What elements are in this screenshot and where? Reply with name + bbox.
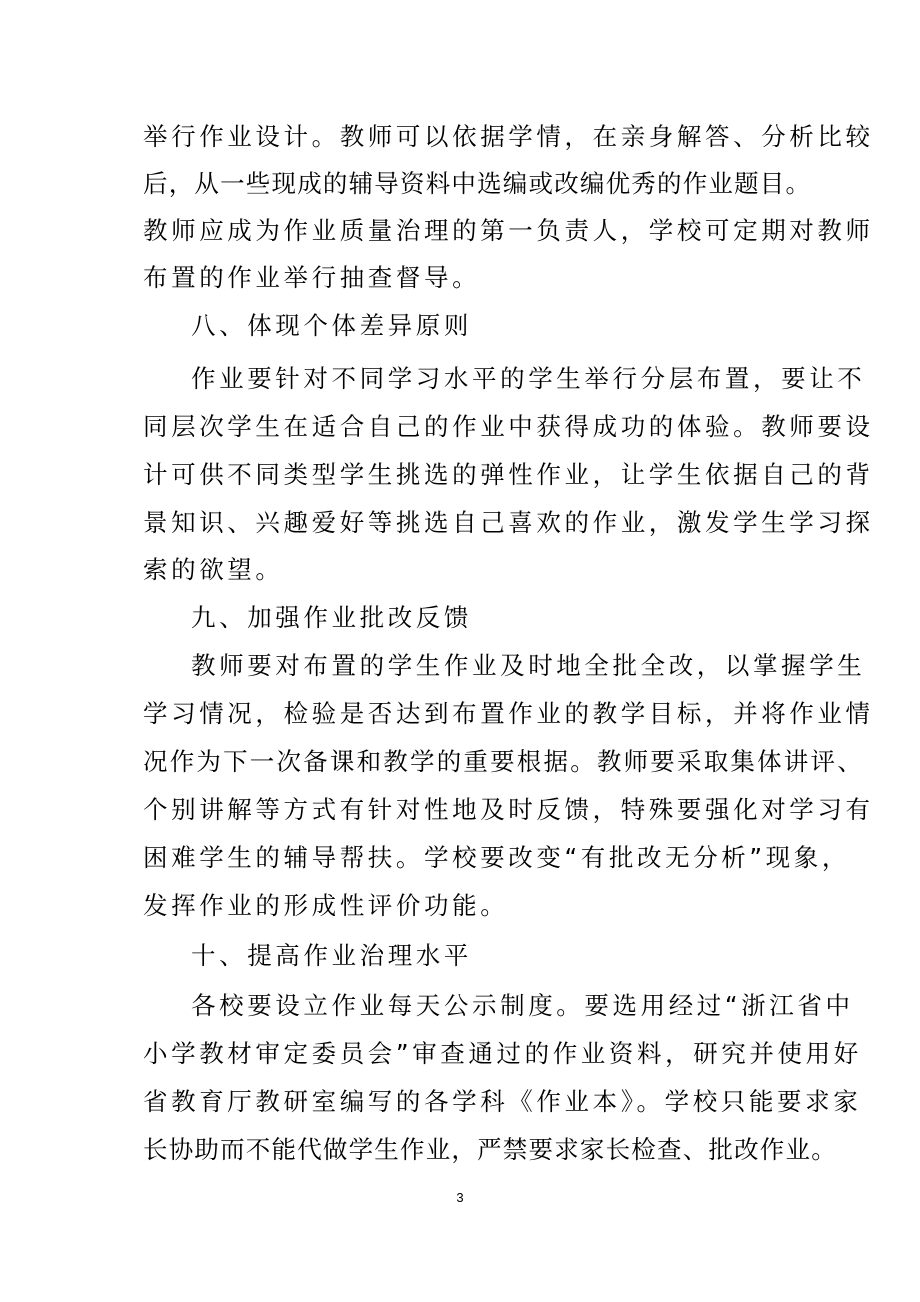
body-text-line: 布置的作业举行抽查督导。 xyxy=(143,263,481,292)
body-text-line: 学习情况，检验是否达到布置作业的教学目标，并将作业情 xyxy=(143,699,874,728)
body-text-line: 同层次学生在适合自己的作业中获得成功的体验。教师要设 xyxy=(143,412,874,441)
page-number: 3 xyxy=(456,1190,464,1205)
body-text-line: 小学教材审定委员会”审查通过的作业资料，研究并使用好 xyxy=(143,1039,862,1068)
body-text-line: 后，从一些现成的辅导资料中选编或改编优秀的作业题目。 xyxy=(143,169,812,198)
body-text-line: 困难学生的辅导帮扶。学校要改变“有批改无分析”现象， xyxy=(143,843,850,872)
body-text-line: 况作为下一次备课和教学的重要根据。教师要采取集体讲评、 xyxy=(143,747,864,776)
section-heading: 八、体现个体差异原则 xyxy=(191,311,472,340)
body-text-line: 长协助而不能代做学生作业，严禁要求家长检查、批改作业。 xyxy=(143,1135,837,1164)
section-heading: 九、加强作业批改反馈 xyxy=(191,603,472,632)
body-text-line: 发挥作业的形成性评价功能。 xyxy=(143,891,509,920)
body-text-line: 举行作业设计。教师可以依据学情，在亲身解答、分析比较 xyxy=(143,122,874,151)
body-text-line: 索的欲望。 xyxy=(143,555,284,584)
body-text-line: 景知识、兴趣爱好等挑选自己喜欢的作业，激发学生学习探 xyxy=(143,508,874,537)
body-text-line: 教师应成为作业质量治理的第一负责人，学校可定期对教师 xyxy=(143,216,874,245)
body-text-line: 教师要对布置的学生作业及时地全批全改，以掌握学生 xyxy=(191,651,866,680)
section-heading: 十、提高作业治理水平 xyxy=(191,941,472,970)
body-text-line: 计可供不同类型学生挑选的弹性作业，让学生依据自己的背 xyxy=(143,460,874,489)
body-text-line: 各校要设立作业每天公示制度。要选用经过“浙江省中 xyxy=(191,991,854,1020)
body-text-line: 省教育厅教研室编写的各学科《作业本》。学校只能要求家 xyxy=(143,1087,862,1116)
body-text-line: 个别讲解等方式有针对性地及时反馈，特殊要强化对学习有 xyxy=(143,795,874,824)
body-text-line: 作业要针对不同学习水平的学生举行分层布置，要让不 xyxy=(191,364,866,393)
